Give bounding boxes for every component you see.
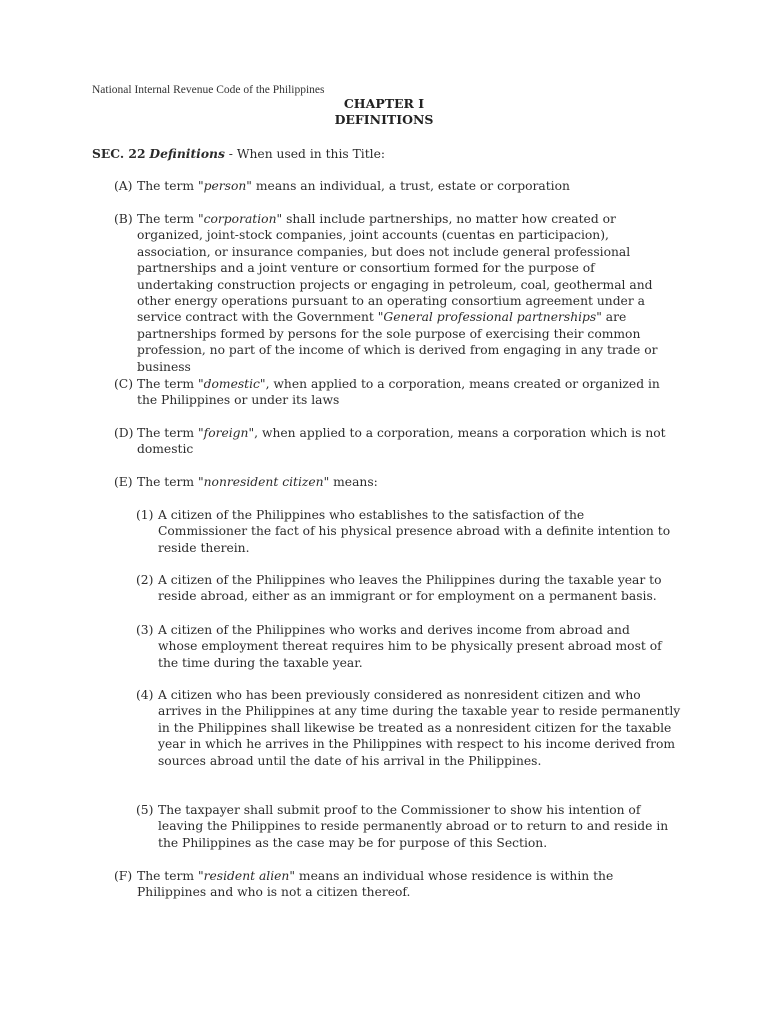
definition-item-e <box>114 474 674 490</box>
item-label: (E) <box>114 475 133 489</box>
subitem-text: A citizen of the Philippines who establishes to the satisfaction of the Commissioner the fact of his physical presence abroad with a definite intention to reside therein. <box>158 508 671 555</box>
subitem-2 <box>136 572 681 605</box>
item-text: The term "person" means an individual, a trust, estate or corporation <box>137 179 570 193</box>
subitem-5 <box>136 802 681 851</box>
section-name: Definitions <box>149 146 225 161</box>
definition-item-a <box>114 178 594 194</box>
subitem-text: A citizen of the Philippines who leaves the Philippines during the taxable year to reside abroad, either as an immigrant or for employment on a permanent basis. <box>158 573 662 604</box>
definition-item-f <box>114 868 634 901</box>
item-label: (D) <box>114 426 134 440</box>
definition-item-d <box>114 425 684 458</box>
item-label: (B) <box>114 212 133 226</box>
document-header: National Internal Revenue Code of the Philippines <box>92 84 325 96</box>
subitem-text: A citizen of the Philippines who works and derives income from abroad and whose employment thereat requires him to be physically present abroad most of the time during the taxable year. <box>158 623 662 670</box>
item-label: (F) <box>114 869 133 883</box>
subitem-3 <box>136 622 681 671</box>
item-text: The term "foreign", when applied to a corporation, means a corporation which is not domestic <box>137 426 666 457</box>
subitem-4 <box>136 687 681 769</box>
item-text: The term "nonresident citizen" means: <box>137 475 378 489</box>
subitem-1 <box>136 507 681 556</box>
item-text: The term "resident alien" means an individual whose residence is within the Philippines and who is not a citizen thereof. <box>137 869 614 900</box>
subitem-text: A citizen who has been previously considered as nonresident citizen and who arrives in the Philippines at any time during the taxable year to reside permanently in the Philippines shall likewise be treated as a nonresident citizen for the taxable year in which he arrives in the Philippines with respect to his income derived from sources abroad until the date of his arrival in the Philippines. <box>158 688 681 768</box>
subitem-label: (4) <box>136 688 154 702</box>
subitem-label: (5) <box>136 803 154 817</box>
subitem-text: The taxpayer shall submit proof to the Commissioner to show his intention of leaving the Philippines to reside permanently abroad or to return to and reside in the Philippines as the case may be for purpose of this Section. <box>158 803 669 850</box>
item-label: (A) <box>114 179 133 193</box>
item-text: The term "corporation" shall include partnerships, no matter how created or organized, joint-stock companies, joint accounts (cuentas en participacion), association, or insurance companies, but does not include general professional partnerships and a joint venture or consortium formed for the purpose of undertaking construction projects or engaging in petroleum, coal, geothermal and other energy operations pursuant to an operating consortium agreement under a service contract with the Government "General professional partnerships" are partnerships formed by persons for the sole purpose of exercising their common profession, no part of the income of which is derived from engaging in any trade or business <box>137 212 658 374</box>
subitem-label: (1) <box>136 508 154 522</box>
chapter-title: DEFINITIONS <box>334 112 434 127</box>
definition-item-b <box>114 211 669 375</box>
section-number: SEC. 22 <box>92 146 146 161</box>
item-label: (C) <box>114 377 134 391</box>
subitem-label: (3) <box>136 623 154 637</box>
subitem-label: (2) <box>136 573 154 587</box>
item-text: The term "domestic", when applied to a corporation, means created or organized in the Philippines or under its laws <box>137 377 660 408</box>
chapter-number: CHAPTER I <box>343 96 425 111</box>
definition-item-c <box>114 376 674 409</box>
section-intro: - When used in this Title: <box>224 147 386 161</box>
section-heading <box>92 146 385 162</box>
